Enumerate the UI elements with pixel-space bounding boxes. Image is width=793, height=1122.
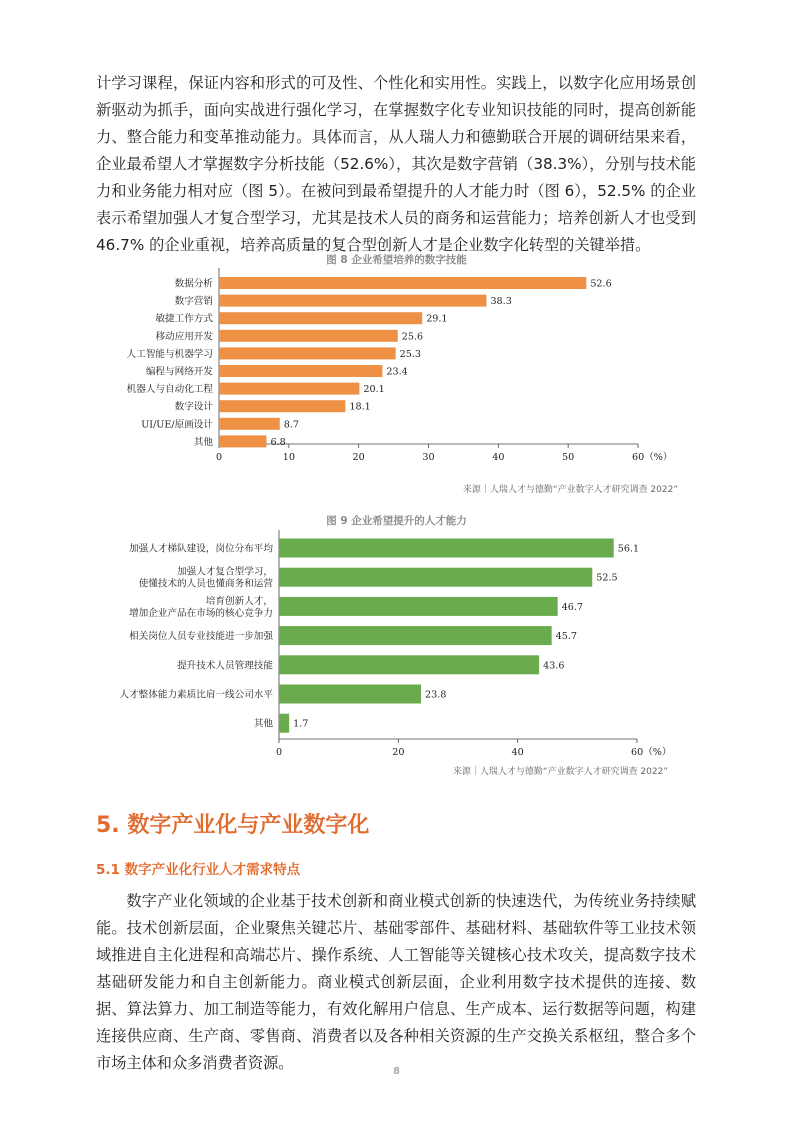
x-tick-label: 60（%） bbox=[632, 452, 673, 463]
category-label: 人才整体能力素质比肩一线公司水平 bbox=[119, 689, 273, 701]
chart-9-talent-abilities bbox=[0, 530, 793, 760]
bar bbox=[279, 655, 539, 674]
bar bbox=[279, 597, 558, 616]
value-label: 6.8 bbox=[270, 436, 286, 448]
bar bbox=[219, 383, 359, 395]
category-label: 人工智能与机器学习 bbox=[126, 348, 213, 360]
value-label: 25.6 bbox=[401, 331, 424, 343]
chart-8-digital-skills bbox=[0, 268, 793, 493]
value-label: 20.1 bbox=[363, 384, 385, 396]
x-tick-label: 0 bbox=[215, 452, 223, 463]
value-label: 23.8 bbox=[425, 689, 447, 701]
bar bbox=[219, 347, 396, 359]
category-label: 编程与网络开发 bbox=[145, 366, 213, 378]
x-tick-label: 60（%） bbox=[631, 747, 672, 758]
value-label: 52.5 bbox=[596, 572, 618, 584]
bar bbox=[219, 435, 266, 447]
value-label: 56.1 bbox=[617, 543, 640, 555]
page-number: 8 bbox=[393, 1066, 400, 1077]
bar bbox=[219, 400, 345, 412]
category-label: 数字营销 bbox=[174, 296, 213, 308]
x-tick-label: 30 bbox=[422, 452, 435, 463]
x-tick-label: 40 bbox=[511, 747, 524, 758]
category-label: 相关岗位人员专业技能进一步加强 bbox=[129, 631, 273, 643]
bar bbox=[219, 277, 586, 289]
bar bbox=[219, 418, 280, 430]
category-label: 数据分析 bbox=[174, 278, 213, 290]
value-label: 52.6 bbox=[590, 278, 612, 290]
value-label: 25.3 bbox=[399, 348, 422, 360]
section-paragraph: 数字产业化领域的企业基于技术创新和商业模式创新的快速迭代，为传统业务持续赋能。技术创新层面，企业聚焦关键芯片、基础零部件、基础材料、基础软件等工业技术领域推进自主化进程和高端芯片、操作系统、人工智能等关键核心技术攻关，提高数字技术基础研发能力和自主创新能力。商业模式创新层面，企业利用数字技术提供的连接、数据、算法算力、加工制造等能力，有效化解用户信息、生产成本、运行数据等问题，构建连接供应商、生产商、零售商、消费者以及各种相关资源的生产交换关系枢纽，整合多个市场主体和众多消费者资源。 bbox=[96, 892, 696, 1072]
category-label: 使懂技术的人员也懂商务和运营 bbox=[138, 578, 273, 590]
bar bbox=[279, 714, 289, 733]
category-label: 数字设计 bbox=[174, 401, 213, 413]
bar bbox=[279, 685, 421, 704]
category-label: 其他 bbox=[253, 718, 273, 730]
bar bbox=[279, 568, 592, 587]
category-label: 培育创新人才， bbox=[205, 595, 273, 607]
category-label: UI/UE/原画设计 bbox=[141, 419, 213, 431]
x-tick-label: 40 bbox=[492, 452, 505, 463]
subsection-heading: 5.1 数字产业化行业人才需求特点 bbox=[96, 862, 301, 878]
x-tick-label: 0 bbox=[275, 747, 283, 758]
category-label: 机器人与自动化工程 bbox=[126, 384, 213, 396]
category-label: 加强人才复合型学习， bbox=[177, 566, 273, 578]
bar bbox=[279, 539, 614, 558]
category-label: 提升技术人员管理技能 bbox=[177, 660, 273, 672]
x-tick-label: 20 bbox=[392, 747, 405, 758]
category-label: 加强人才梯队建设，岗位分布平均 bbox=[129, 543, 273, 555]
value-label: 23.4 bbox=[386, 366, 408, 378]
bar bbox=[219, 312, 422, 324]
category-label: 增加企业产品在市场的核心竞争力 bbox=[129, 607, 273, 619]
chart-9-source: 来源｜人瑞人才与德勤“产业数字人才研究调查 2022” bbox=[452, 767, 668, 777]
intro-paragraph: 计学习课程，保证内容和形式的可及性、个性化和实用性。实践上，以数字化应用场景创新驱动为抓手，面向实战进行强化学习，在掌握数字化专业知识技能的同时，提高创新能力、整合能力和变革推动能力。具体而言，从人瑞人力和德勤联合开展的调研结果来看，企业最希望人才掌握数字分析技能（52.6%），其次是数字营销（38.3%），分别与技术能力和业务能力相对应（图 5）。在被问到最希望提升的人才能力时（图 6），52.5% 的企业表示希望加强人才复合型学习，尤其是技术人员的商务和运营能力；培养创新人才也受到 46.7% 的企业重视，培养高质量的复合型创新人才是企业数字化转型的关键举措。 bbox=[96, 74, 696, 254]
chart-8-title: 图 8 企业希望培养的数字技能 bbox=[326, 254, 467, 266]
section-heading: 5. 数字产业化与产业数字化 bbox=[96, 813, 370, 838]
value-label: 29.1 bbox=[426, 313, 448, 325]
bar bbox=[219, 295, 486, 307]
value-label: 8.7 bbox=[283, 419, 300, 431]
category-label: 敏捷工作方式 bbox=[155, 313, 213, 325]
value-label: 43.6 bbox=[543, 660, 565, 672]
bar bbox=[219, 330, 398, 342]
bar bbox=[219, 365, 382, 377]
value-label: 38.3 bbox=[490, 296, 512, 308]
x-tick-label: 20 bbox=[352, 452, 365, 463]
chart-9-title: 图 9 企业希望提升的人才能力 bbox=[326, 515, 467, 527]
value-label: 1.7 bbox=[293, 718, 309, 730]
value-label: 18.1 bbox=[349, 401, 371, 413]
category-label: 移动应用开发 bbox=[155, 331, 213, 343]
value-label: 46.7 bbox=[561, 601, 584, 613]
x-tick-label: 50 bbox=[562, 452, 575, 463]
chart-8-source: 来源｜人瑞人才与德勤“产业数字人才研究调查 2022” bbox=[462, 485, 678, 495]
category-label: 其他 bbox=[193, 436, 213, 448]
x-tick-label: 10 bbox=[282, 452, 295, 463]
value-label: 45.7 bbox=[555, 631, 578, 643]
bar bbox=[279, 626, 552, 645]
